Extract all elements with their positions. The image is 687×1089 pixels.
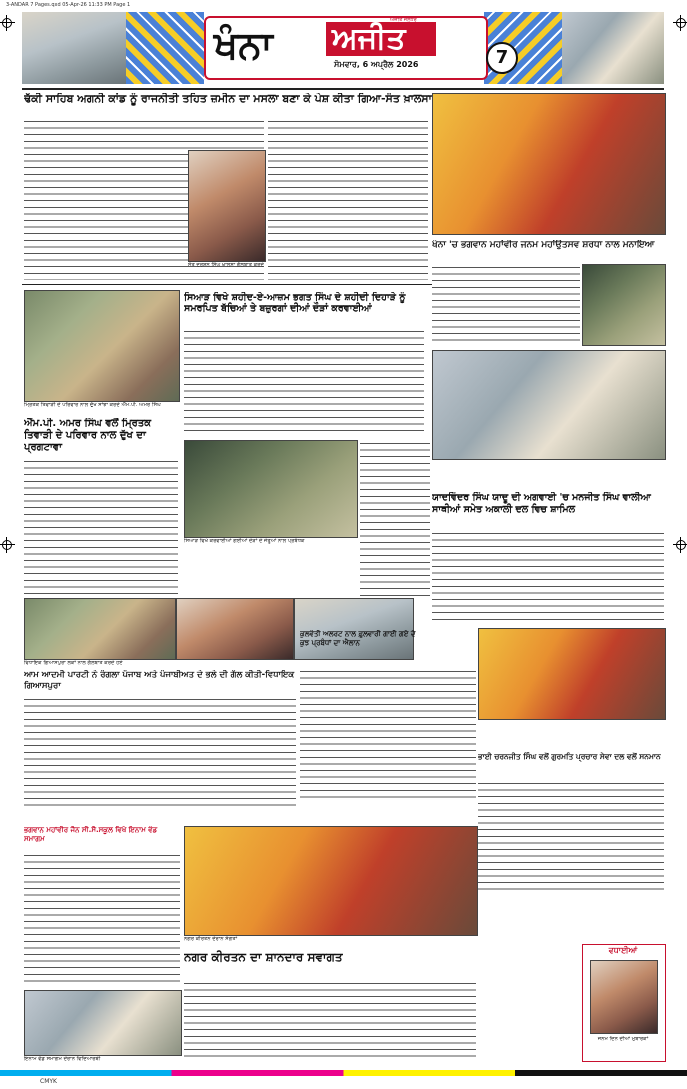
article-7-headline: ਕੁਲਵੰਤੀ ਅਲਰਟ ਨਾਲ ਫ਼ੁਲਵਾਰੀ ਗਾਈ ਗਏ ਦੇ ਕੁਝ ਪ੍ਰਬੰਧਾਂ ਦਾ ਐਲਾਨ <box>300 630 416 647</box>
registration-mark-top-right <box>676 18 686 28</box>
article-5-photo <box>432 350 666 460</box>
page-number: 7 <box>486 42 518 74</box>
article-5-headline: ਯਾਦਵਿੰਦਰ ਸਿੰਘ ਯਾਦੂ ਦੀ ਅਗਵਾਈ 'ਚ ਮਨਜੀਤ ਸਿੰਘ ਵਾਲੀਆ ਸਾਥੀਆਂ ਸਮੇਤ ਅਕਾਲੀ ਦਲ ਵਿਚ ਸ਼ਾਮਿਲ <box>432 492 651 515</box>
article-10-headline: ਭਾਈ ਚਰਨਜੀਤ ਸਿੰਘ ਵਲੋਂ ਗੁਰਮਤਿ ਪ੍ਰਚਾਰ ਸੇਵਾ ਦਲ ਵਲੋਂ ਸਨਮਾਨ <box>478 752 661 761</box>
article-8-body <box>24 852 180 982</box>
article-1-headline: ਢੱਕੀ ਸਾਹਿਬ ਅਗਨੀ ਕਾਂਡ ਨੂੰ ਰਾਜਨੀਤੀ ਤਹਿਤ ਜ਼ਮੀਨ ਦਾ ਮਸਲਾ ਬਣਾ ਕੇ ਪੇਸ਼ ਕੀਤਾ ਗਿਆ-ਸੰਤ ਖ਼ਾਲਸਾ <box>24 93 432 105</box>
masthead-pattern-left <box>126 12 204 84</box>
article-10-body <box>478 780 664 890</box>
article-6-photo-b <box>176 598 294 660</box>
article-8-headline: ਭਗਵਾਨ ਮਹਾਂਵੀਰ ਜੈਨ ਸੀ.ਸੈ.ਸਕੂਲ ਵਿਖੇ ਇਨਾਮ ਵੰਡ ਸਮਾਗਮ <box>24 826 158 843</box>
article-1-body-col2 <box>268 118 428 280</box>
article-3-body <box>184 328 424 436</box>
masthead-date: ਸੋਮਵਾਰ, 6 ਅਪ੍ਰੈਲ 2026 <box>334 60 419 69</box>
ad-photo <box>590 960 658 1034</box>
masthead-edition: ਅਜੀਤ ਜਲੰਧਰ <box>390 17 417 23</box>
masthead-rule <box>22 88 664 90</box>
article-9-headline: ਨਗਰ ਕੀਰਤਨ ਦਾ ਸ਼ਾਨਦਾਰ ਸਵਾਗਤ <box>184 950 343 964</box>
article-1-caption: ਸੰਤ ਦਰਸ਼ਨ ਸਿੰਘ ਖ਼ਾਲਸਾ ਗੱਲਬਾਤ ਕਰਦੇ <box>188 262 264 268</box>
article-3-caption: ਸਿਆੜ ਵਿਖੇ ਕਰਵਾਈਆਂ ਗਈਆਂ ਦੌੜਾਂ ਦੇ ਜੇਤੂਆਂ ਨਾਲ ਪ੍ਰਬੰਧਕ <box>184 538 305 544</box>
masthead-photo-left <box>22 12 126 84</box>
article-7-body <box>300 668 476 798</box>
article-2-photo <box>432 93 666 235</box>
registration-mark-top-left <box>2 18 12 28</box>
article-7-photo <box>478 628 666 720</box>
print-slug: 3-ANDAR 7 Pages.qxd 05-Apr-26 11:33 PM Page 1 <box>6 2 131 8</box>
masthead-city: ਖੰਨਾ <box>214 23 273 67</box>
article-5-body <box>432 530 664 622</box>
article-6-caption: ਵਿਧਾਇਕ ਗਿਆਸਪੁਰਾ ਲੋਕਾਂ ਨਾਲ ਗੱਲਬਾਤ ਕਰਦੇ ਹੋਏ <box>24 660 123 666</box>
footer-marks: CMYK <box>40 1078 57 1085</box>
footer-color-bar <box>0 1070 687 1076</box>
article-2-headline: ਖੰਨਾ 'ਚ ਭਗਵਾਨ ਮਹਾਂਵੀਰ ਜਨਮ ਮਹਾਂਉਤਸਵ ਸ਼ਰਧਾ ਨਾਲ ਮਨਾਇਆ <box>432 240 655 250</box>
article-4-photo <box>24 290 180 402</box>
article-3-body-col2 <box>360 440 430 600</box>
article-6-body <box>24 696 296 806</box>
article-3-headline: ਸਿਆੜ ਵਿਖੇ ਸ਼ਹੀਦ-ਏ-ਆਜ਼ਮ ਭਗਤ ਸਿੰਘ ਦੇ ਸ਼ਹੀਦੀ ਦਿਹਾੜੇ ਨੂੰ ਸਮਰਪਿਤ ਬੱਚਿਆਂ ਤੇ ਬਜ਼ੁਰਗਾਂ ਦੀਆਂ ਦੌੜਾਂ ਕਰਵਾਈਆਂ <box>184 292 406 314</box>
article-8-photo <box>24 990 182 1056</box>
article-2-photo-small <box>582 264 666 346</box>
article-4-body <box>24 458 178 594</box>
registration-mark-mid-left <box>2 540 12 550</box>
article-2-body <box>432 264 580 344</box>
article-6-photo-a <box>24 598 176 660</box>
article-9-caption: ਨਗਰ ਕੀਰਤਨ ਦੌਰਾਨ ਸੰਗਤਾਂ <box>184 936 238 942</box>
article-9-photo <box>184 826 478 936</box>
masthead-brand: ਅਜੀਤ <box>332 21 406 56</box>
article-4-caption: ਮ੍ਰਿਤਕ ਤਿਵਾੜੀ ਦੇ ਪਰਿਵਾਰ ਨਾਲ ਦੁੱਖ ਸਾਂਝਾ ਕਰਦੇ ਐੱਮ.ਪੀ. ਅਮਰ ਸਿੰਘ <box>24 402 161 408</box>
article-8-caption: ਇਨਾਮ ਵੰਡ ਸਮਾਗਮ ਦੌਰਾਨ ਵਿਦਿਆਰਥੀ <box>24 1056 101 1062</box>
ad-title: ਵਧਾਈਆਂ <box>608 946 638 955</box>
ad-caption: ਜਨਮ ਦਿਨ ਦੀਆਂ ਮੁਬਾਰਕਾਂ <box>597 1036 649 1042</box>
article-1-photo <box>188 150 266 262</box>
masthead-photo-right <box>562 12 664 84</box>
article-6-headline: ਆਮ ਆਦਮੀ ਪਾਰਟੀ ਨੇ ਰੰਗਲਾ ਪੰਜਾਬ ਅਤੇ ਪੰਜਾਬੀਅਤ ਦੇ ਭਲੇ ਦੀ ਗੱਲ ਕੀਤੀ-ਵਿਧਾਇਕ ਗਿਆਸਪੁਰਾ <box>24 670 295 691</box>
article-3-photo <box>184 440 358 538</box>
article-4-headline: ਐੱਮ.ਪੀ. ਅਮਰ ਸਿੰਘ ਵਲੋਂ ਮ੍ਰਿਤਕ ਤਿਵਾੜੀ ਦੇ ਪਰਿਵਾਰ ਨਾਲ ਦੁੱਖ ਦਾ ਪ੍ਰਗਟਾਵਾ <box>24 418 152 453</box>
registration-mark-mid-right <box>676 540 686 550</box>
article-9-body <box>184 980 476 1060</box>
rule-row-1 <box>22 284 432 285</box>
